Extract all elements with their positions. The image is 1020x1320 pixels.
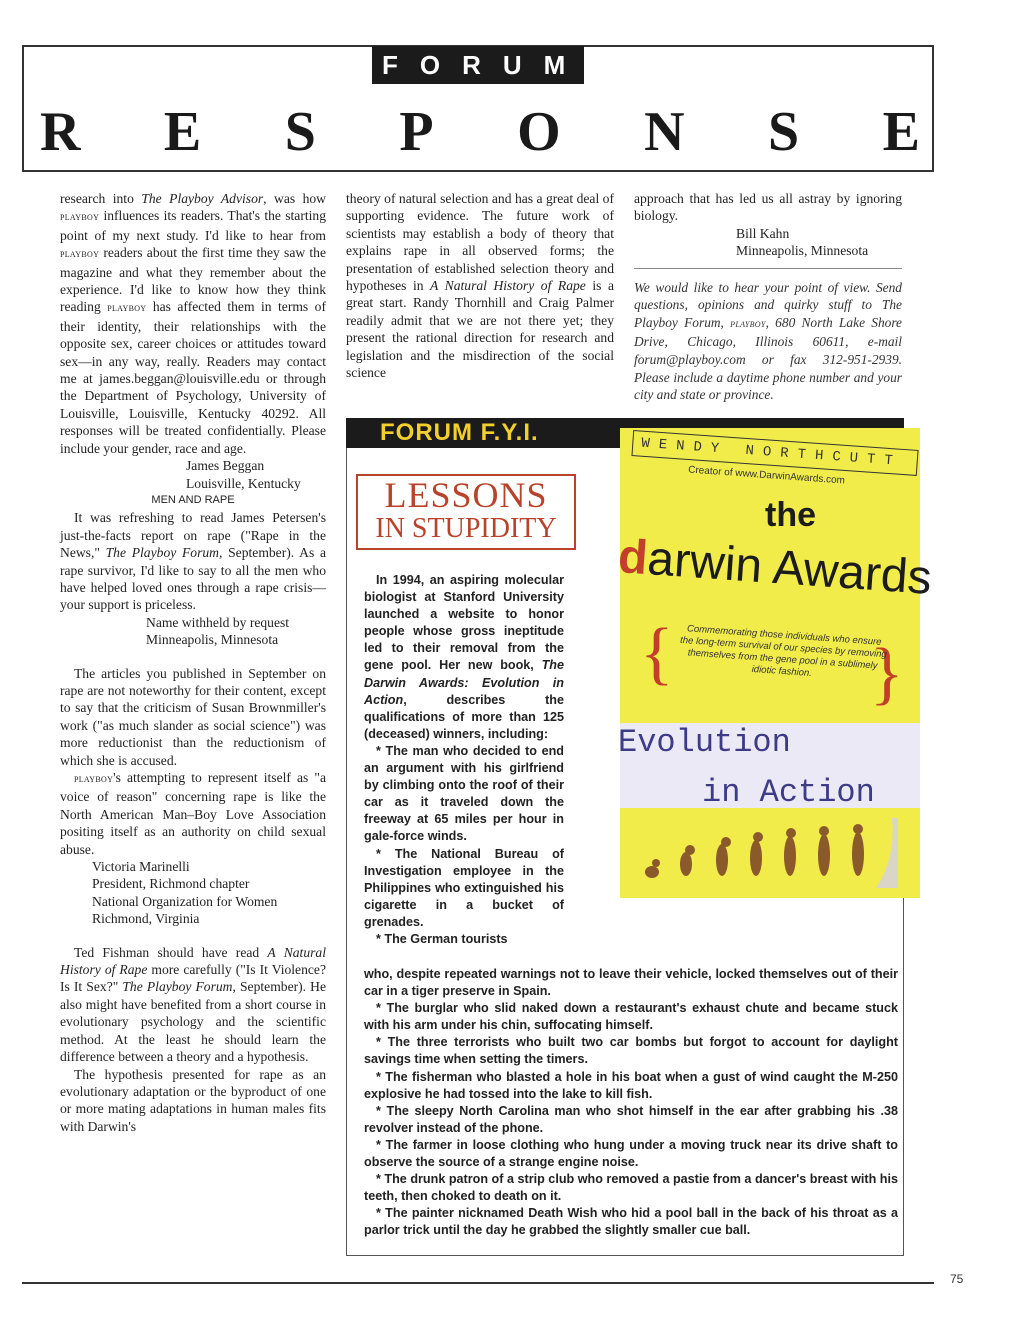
footer-rule: [22, 1282, 934, 1284]
book-creator-line: Creator of www.DarwinAwards.com: [687, 464, 846, 487]
text-run: It was refreshing to read James Petersen's just-the-facts report on rape ("Rape in the News,": [60, 510, 326, 561]
text-run: The Playboy Advisor: [141, 191, 264, 206]
letter-paragraph: [346, 190, 614, 381]
letter-paragraph: [60, 190, 326, 457]
title-letter: S: [284, 101, 316, 163]
signature-line: Minneapolis, Minnesota: [146, 632, 279, 648]
evolution-figures-icon: [638, 818, 898, 888]
section-heading: MEN AND RAPE: [151, 493, 235, 506]
text-run: 's attempting to represent itself as "a voice of reason" concerning rape is like the North American Man–Boy Love Association positing itself as an authority on child sexual abuse.: [60, 770, 326, 857]
fyi-narrow-text: [364, 572, 564, 948]
signature-line: President, Richmond chapter: [92, 876, 250, 892]
signature: [60, 614, 326, 649]
fyi-headline: [356, 474, 576, 550]
fyi-item: * The painter nicknamed Death Wish who hid a pool ball in the back of his throat as a parlor trick until the day he grabbed the slightly smaller cue ball.: [364, 1206, 898, 1238]
text-run: playboy: [730, 317, 766, 330]
text-run: readers about the first time they saw the magazine and what they remember about the experience. I'd like to know how they think reading: [60, 245, 326, 315]
signature: [634, 225, 902, 260]
text-run: A Natural History of Rape: [430, 278, 586, 294]
signature-line: Minneapolis, Minnesota: [736, 243, 869, 259]
page-number: 75: [950, 1272, 964, 1286]
column-3: [634, 190, 902, 404]
header-bottom-rule: [22, 170, 934, 172]
book-subtitle-line-1: Evolution: [618, 724, 791, 761]
title-letter: N: [644, 101, 685, 163]
text-run: playboy: [107, 302, 147, 315]
text-run: , September). He also might have benefited from a short course in evolutionary psychology and the scientific method. At the least he should learn the difference between a theory and a hypothesis.: [60, 979, 326, 1065]
text-run: The articles you published in September on rape are not noteworthy for their content, except to say that the criticism of Susan Brownmiller's work ("as much slander as social science") was more reductionist than the reductionism of which she is accused.: [60, 665, 326, 768]
page-title: [40, 100, 920, 164]
book-title-the: the: [765, 496, 816, 534]
text-run: , describes the qualifications of more than 125 (deceased) winners, including:: [364, 692, 564, 741]
right-border: [932, 45, 934, 171]
book-title-d: d: [616, 530, 650, 586]
fyi-item: * The German tourists: [376, 931, 508, 946]
text-run: We would like to hear your point of view. Send questions, opinions and quirky stuff to The Playboy Forum,: [634, 279, 902, 330]
text-run: playboy: [60, 248, 100, 261]
signature-line: James Beggan: [186, 458, 265, 474]
signature: [60, 457, 326, 492]
signature-line: Richmond, Virginia: [92, 911, 200, 927]
headline-line-1: LESSONS: [384, 475, 548, 515]
signature-line: National Organization for Women: [92, 893, 278, 909]
left-border: [22, 45, 24, 171]
fyi-item: * The fisherman who blasted a hole in his boat when a gust of wind caught the M-250 explosive he had tossed into the lake to kill fish.: [364, 1069, 898, 1101]
letter-paragraph: [60, 1066, 326, 1136]
fyi-label: FORUM F.Y.I.: [380, 419, 539, 446]
fyi-item: who, despite repeated warnings not to leave their vehicle, locked themselves out of their car in a tiger preserve in Spain.: [364, 967, 898, 999]
text-run: more carefully ("Is It Violence? Is It Sex?": [60, 962, 326, 995]
right-brace-icon: }: [870, 635, 904, 712]
text-run: , 680 North Lake Shore Drive, Chicago, Illinois 60611, e-mail forum@playboy.com or fax 312-951-2939. Please include a daytime phone number and your city and state or province.: [634, 314, 902, 403]
text-run: The Playboy Forum: [122, 979, 233, 995]
left-brace-icon: {: [640, 615, 674, 692]
signature-line: Louisville, Kentucky: [186, 475, 301, 491]
text-run: The hypothesis presented for rape as an evolutionary adaptation or the byproduct of one or more mating adaptations in human males fits with Darwin's: [60, 1066, 326, 1134]
letter-paragraph: [60, 665, 326, 769]
fyi-item: * The sleepy North Carolina man who shot himself in the ear after grabbing his .38 revolver instead of the phone.: [364, 1103, 898, 1135]
fyi-item: * The National Bureau of Investigation employee in the Philippines who extinguished his cigarette in a bucket of grenades.: [364, 846, 564, 929]
signature-line: Name withheld by request: [146, 614, 290, 630]
text-run: Ted Fishman should have read: [74, 944, 268, 960]
signature-line: Bill Kahn: [736, 225, 790, 241]
title-letter: R: [40, 101, 81, 163]
text-run: The Darwin Awards: Evolution in Action: [364, 658, 564, 707]
fyi-item: * The three terrorists who built two car bombs but forgot to account for daylight savings time when setting the timers.: [364, 1035, 898, 1067]
book-author: WENDY NORTHCUTT: [631, 430, 918, 476]
text-run: The Playboy Forum: [105, 545, 219, 561]
title-letter: E: [163, 101, 202, 163]
signature: [60, 858, 326, 928]
title-letter: E: [882, 101, 920, 163]
text-run: approach that has led us all astray by ignoring biology.: [634, 191, 902, 224]
forum-section-tag: FORUM: [372, 46, 584, 84]
book-cover-image: [598, 418, 934, 898]
letter-paragraph: [60, 944, 326, 1066]
text-run: playboy: [74, 773, 114, 785]
fyi-item: * The man who decided to end an argument with his girlfriend by climbing onto the roof of their car as it traveled down the freeway at 65 miles per hour in gale-force winds.: [364, 743, 564, 844]
book-tagline: Commemorating those individuals who ensure the long-term survival of our species by removing themselves from the gene pool in a sublimely idiotic fashion.: [679, 623, 888, 680]
letter-paragraph: [60, 769, 326, 858]
letter-paragraph: [60, 509, 326, 613]
book-subtitle-line-2: in Action: [702, 774, 875, 811]
text-run: , September). As a rape survivor, I'd like to say to all the men who have helped loved ones through a rape crisis—your support is priceless.: [60, 545, 326, 613]
signature-line: Victoria Marinelli: [92, 859, 190, 875]
text-run: A Natural History of Rape: [60, 944, 326, 978]
column-2: [346, 190, 614, 381]
fyi-intro: [364, 572, 564, 743]
fyi-wide-text: [364, 966, 898, 1240]
fyi-item: * The drunk patron of a strip club who removed a pastie from a dancer's breast with his teeth, then choked to death on it.: [364, 1172, 898, 1204]
book-title-rest: arwin Awards: [645, 532, 934, 605]
text-run: research into: [60, 191, 142, 206]
text-run: has affected them in terms of their identity, their relationships with the opposite sex, career choices or attitudes toward sex—in any way, really. Readers may contact me at james.beggan@louisville.edu or through the Department of Psychology, University of Louisville, Louisville, Kentucky 40292. All responses will be treated confidentially. Please include your gender, race and age.: [60, 299, 326, 456]
title-letter: P: [399, 101, 434, 163]
fyi-item: * The farmer in loose clothing who hung under a moving truck near its drive shaft to observe the source of a strange engine noise.: [364, 1137, 898, 1170]
letter-paragraph: [634, 190, 902, 225]
text-run: theory of natural selection and has a great deal of supporting evidence. The future work of scientists may establish a body of theory that explains rape in all observed forms; the presentation of established selection theory and hypotheses in: [346, 191, 614, 294]
title-letter: O: [517, 101, 561, 163]
divider: [634, 268, 902, 269]
text-run: influences its readers. That's the starting point of my next study. I'd like to hear from: [60, 208, 326, 243]
text-run: , was how: [263, 191, 326, 206]
column-1: [60, 190, 326, 1135]
text-run: playboy: [60, 211, 100, 224]
headline-line-2: IN STUPIDITY: [375, 513, 557, 544]
text-run: In 1994, an aspiring molecular biologist at Stanford University launched a website to honor people whose gross ineptitude led to their removal from the gene pool. Her new book,: [364, 573, 564, 673]
title-letter: S: [768, 101, 800, 163]
submission-note: [634, 279, 902, 404]
text-run: is a great start. Randy Thornhill and Craig Palmer readily admit that we are not there yet; they present the rational direction for research and legislation and the misdirection of the social science: [346, 278, 614, 381]
fyi-item: * The burglar who slid naked down a restaurant's exhaust chute and became stuck with his arm under his chin, suffocating himself.: [364, 1001, 898, 1033]
